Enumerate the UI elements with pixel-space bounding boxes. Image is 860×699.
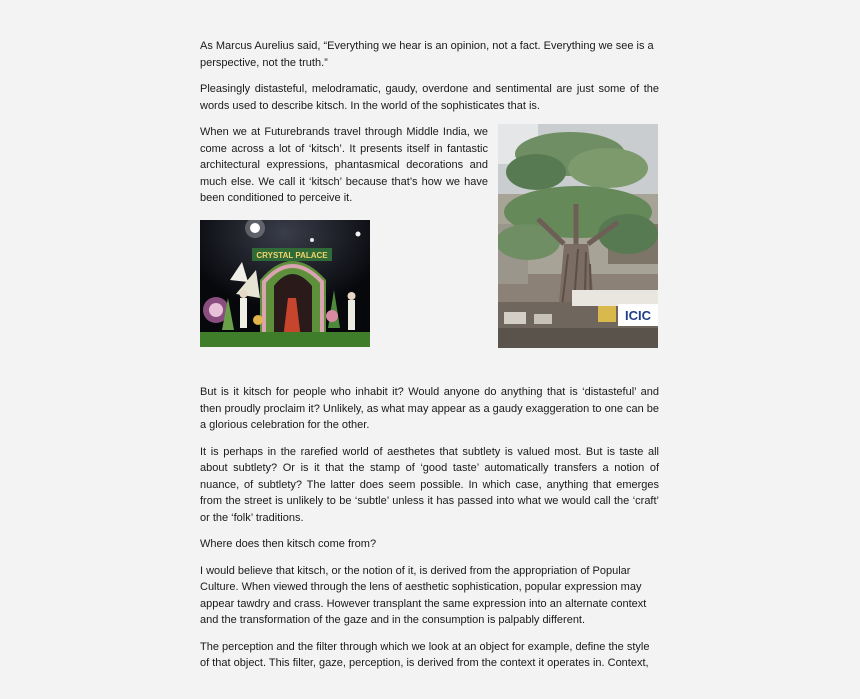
text-with-photos [200, 124, 659, 362]
bank-sign-text: ICIC [625, 308, 651, 323]
decorated-arch-photo [200, 220, 370, 347]
paragraph-subtlety: It is perhaps in the rarefied world of aesthetes that subtlety is valued most. But is taste all about subtlety? Or is it that the stamp of ‘good taste’ automatically transfers a notion of nuance, of subtlety? The latter does seem possible. In which case, anything that emerges from the street is unlikely to be ‘subtle’ unless it has passed into what we would call the ‘craft’ or the ‘folk’ traditions. [200, 445, 659, 524]
paragraph-middle-india: When we at Futurebrands travel through Middle India, we come across a lot of ‘kitsch’. It presents itself in fantastic architectural expressions, phantasmical decorations and much else. We call it ‘kitsch’ because that’s how we have been conditioned to perceive it. [200, 126, 488, 204]
paragraph-inhabitants: But is it kitsch for people who inhabit it? Would anyone do anything that is ‘distasteful’ and then proudly proclaim it? Unlikely, as what may appear as a gaudy exaggeration to one can be a glorious celebration for the other. [200, 386, 660, 431]
document-page [200, 38, 659, 682]
paragraph-perception: The perception and the filter through which we look at an object for example, define the style of that object. This filter, gaze, perception, is derived from the context it operates in. Context, [200, 640, 650, 669]
tree-facade-photo [498, 124, 658, 348]
paragraph-question: Where does then kitsch come from? [200, 538, 377, 550]
arch-sign-text: CRYSTAL PALACE [256, 251, 328, 260]
paragraph-kitsch-definition: Pleasingly distasteful, melodramatic, gaudy, overdone and sentimental are just some of the words used to describe kitsch. In the world of the sophisticates that is. [200, 83, 659, 112]
paragraph-popular-culture: I would believe that kitsch, or the notion of it, is derived from the appropriation of Popular Culture. When viewed through the lens of aesthetic sophistication, popular expression may appear tawdry and crass. However transplant the same expression into an alternate context and the transformation of the gaze and in the consumption is palpably different. [200, 564, 647, 626]
paragraph-quote: As Marcus Aurelius said, “Everything we hear is an opinion, not a fact. Everything we see is a perspective, not the truth.” [200, 40, 654, 69]
